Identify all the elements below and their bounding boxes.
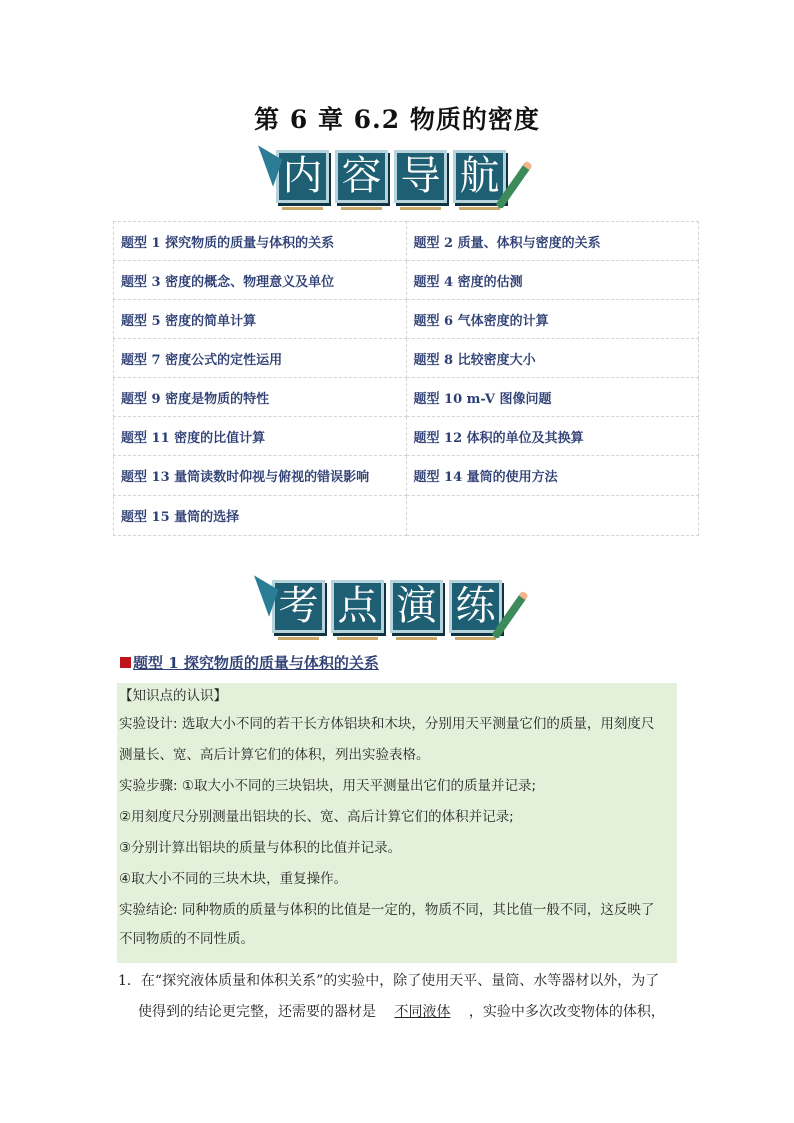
nav-item[interactable]: 题型 2 质量、体积与密度的关系 — [406, 222, 699, 261]
banner-tile: 点 — [331, 580, 384, 633]
nav-item[interactable]: 题型 8 比较密度大小 — [406, 339, 699, 378]
question-text: ，实验中多次改变物体的体积， — [468, 1004, 665, 1020]
question-1 — [118, 966, 683, 1028]
knowledge-line: 实验步骤: ①取大小不同的三块铝块，用天平测量出它们的质量并记录; — [119, 778, 536, 794]
nav-item[interactable]: 题型 5 密度的简单计算 — [114, 300, 407, 339]
question-text: 使得到的结论更完整，还需要的器材是 — [138, 1004, 376, 1020]
banner-tile: 演 — [390, 580, 443, 633]
knowledge-line: ②用刻度尺分别测量出铝块的长、宽、高后计算它们的体积并记录; — [119, 809, 514, 825]
section-heading-text: 题型 1 探究物质的质量与体积的关系 — [133, 654, 379, 672]
question-line: 1．在“探究液体质量和体积关系”的实验中，除了使用天平、量筒、水等器材以外，为了 — [118, 973, 660, 989]
nav-item-empty — [406, 496, 699, 536]
knowledge-line: 实验结论: 同种物质的质量与体积的比值是一定的，物质不同，其比值一般不同，这反映了 — [119, 902, 655, 918]
knowledge-line: 测量长、宽、高后计算它们的体积，列出实验表格。 — [119, 747, 430, 763]
nav-row — [114, 261, 699, 300]
knowledge-line: ④取大小不同的三块木块，重复操作。 — [119, 871, 348, 887]
nav-item[interactable]: 题型 14 量筒的使用方法 — [406, 456, 699, 496]
nav-item[interactable]: 题型 4 密度的估测 — [406, 261, 699, 300]
nav-item[interactable]: 题型 6 气体密度的计算 — [406, 300, 699, 339]
nav-item[interactable]: 题型 10 m-V 图像问题 — [406, 378, 699, 417]
knowledge-box — [117, 683, 677, 963]
knowledge-line: 【知识点的认识】 — [119, 688, 227, 704]
question-line — [118, 997, 683, 1028]
nav-item[interactable]: 题型 3 密度的概念、物理意义及单位 — [114, 261, 407, 300]
nav-item[interactable]: 题型 15 量筒的选择 — [114, 496, 407, 536]
nav-item[interactable]: 题型 12 体积的单位及其换算 — [406, 417, 699, 456]
banner-tile: 导 — [394, 150, 447, 203]
nav-item[interactable]: 题型 13 量筒读数时仰视与俯视的错误影响 — [114, 456, 407, 496]
nav-row — [114, 378, 699, 417]
section-heading — [120, 652, 379, 673]
knowledge-line: ③分别计算出铝块的质量与体积的比值并记录。 — [119, 840, 402, 856]
nav-row — [114, 300, 699, 339]
answer-blank: 不同液体 — [394, 1004, 451, 1020]
banner-tile: 考 — [272, 580, 325, 633]
nav-item[interactable]: 题型 9 密度是物质的特性 — [114, 378, 407, 417]
banner-tile: 练 — [449, 580, 502, 633]
page-title: 第 6 章 6.2 物质的密度 — [254, 105, 540, 134]
nav-item[interactable]: 题型 1 探究物质的质量与体积的关系 — [114, 222, 407, 261]
content-navigation-table — [113, 221, 699, 536]
nav-row — [114, 339, 699, 378]
nav-row — [114, 222, 699, 261]
nav-item[interactable]: 题型 7 密度公式的定性运用 — [114, 339, 407, 378]
banner-tile: 内 — [276, 150, 329, 203]
nav-row — [114, 456, 699, 496]
knowledge-line: 不同物质的不同性质。 — [119, 931, 254, 947]
banner-tile: 容 — [335, 150, 388, 203]
knowledge-line: 实验设计: 选取大小不同的若干长方体铝块和木块，分别用天平测量它们的质量，用刻度尺 — [119, 716, 655, 732]
banner-tile: 航 — [453, 150, 506, 203]
nav-row — [114, 496, 699, 536]
square-bullet-icon — [120, 657, 131, 668]
banner-content-navigation — [276, 150, 506, 203]
banner-practice — [272, 580, 502, 633]
nav-item[interactable]: 题型 11 密度的比值计算 — [114, 417, 407, 456]
nav-row — [114, 417, 699, 456]
